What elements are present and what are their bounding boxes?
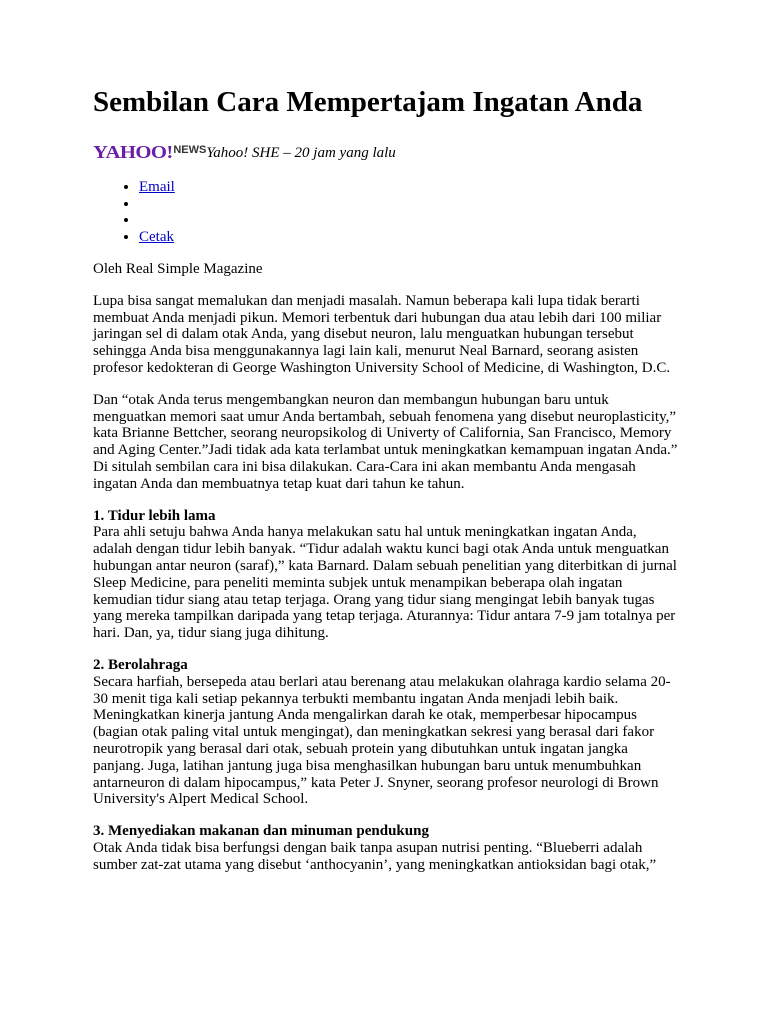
section-heading: 1. Tidur lebih lama — [93, 507, 216, 524]
section-body: Secara harfiah, bersepeda atau berlari atau berenang atau melakukan olahraga kardio selama 20-30 menit tiga kali setiap pekannya terbukti membantu ingatan Anda menjadi lebih baik. Meningkatkan kinerja jantung Anda mengalirkan darah ke otak, memperbesar hipocampus (bagian otak paling vital untuk mengingat), dan meningkatkan sekresi yang berasal dari fakor neurotropik yang berasal dari otak, sebuah protein yang dibutuhkan untuk ingatan jangka panjang. Juga, latihan jantung juga bisa menghasilkan hubungan baru untuk menumbuhkan antarneuron di dalam hipocampus,” kata Peter J. Snyner, seorang profesor neurologi di Brown University's Alpert Medical School. — [93, 673, 671, 808]
section-sleep — [93, 508, 678, 642]
share-list — [93, 179, 678, 245]
yahoo-logo-text: YAHOO! — [93, 142, 173, 162]
share-item-empty-1 — [139, 196, 678, 213]
section-body: Para ahli setuju bahwa Anda hanya melakukan satu hal untuk meningkatkan ingatan Anda, adalah dengan tidur lebih banyak. “Tidur adalah waktu kunci bagi otak Anda untuk menguatkan hubungan antar neuron (saraf),” kata Barnard. Dalam sebuah penelitian yang diterbitkan di jurnal Sleep Medicine, para peneliti meminta subjek untuk menampikan beberapa olah ingatan kemudian tidur siang atau tetap terjaga. Orang yang tidur siang mengingat lebih banyak tugas yang mereka tampilkan daripada yang tetap terjaga. Aturannya: Tidur antara 7-9 jam totalnya per hari. Dan, ya, tidur siang juga dihitung. — [93, 524, 677, 642]
article-title: Sembilan Cara Mempertajam Ingatan Anda — [93, 86, 643, 118]
section-heading: 3. Menyediakan makanan dan minuman pendukung — [93, 823, 429, 840]
section-food — [93, 823, 678, 873]
section-exercise — [93, 657, 678, 808]
article — [93, 86, 678, 889]
news-logo-text: NEWS — [173, 144, 207, 156]
email-link[interactable]: Email — [139, 179, 175, 195]
article-source: Yahoo! SHE – 20 jam yang lalu — [206, 145, 396, 161]
paragraph-intro: Lupa bisa sangat memalukan dan menjadi masalah. Namun beberapa kali lupa tidak berarti membuat Anda menjadi pikun. Memori terbentuk dari hubungan dua atau lebih dari 100 miliar jaringan sel di dalam otak Anda, yang disebut neuron, lalu menguatkan hubungan tersebut sehingga Anda bisa menggunakannya lagi lain kali, menurut Neal Barnard, seorang asisten profesor kedokteran di George Washington University School of Medicine, di Washington, D.C. — [93, 292, 671, 376]
yahoo-news-logo — [93, 143, 206, 163]
article-author: Oleh Real Simple Magazine — [93, 261, 263, 277]
byline — [93, 143, 678, 165]
print-link[interactable]: Cetak — [139, 228, 174, 245]
share-item-print — [139, 229, 678, 246]
paragraph-neuroplasticity: Dan “otak Anda terus mengembangkan neuron dan membangun hubungan baru untuk menguatkan memori saat umur Anda bertambah, sebuah fenomena yang disebut neuroplasticity,” kata Brianne Bettcher, seorang neuropsikolog di Univerty of California, San Francisco, Memory and Aging Center.”Jadi tidak ada kata terlambat untuk meningkatkan kemampuan ingatan Anda.” Di situlah sembilan cara ini bisa dilakukan. Cara-Cara ini akan membantu Anda mengasah ingatan Anda dan membuatnya tetap kuat dari tahun ke tahun. — [93, 391, 678, 492]
share-item-empty-2 — [139, 212, 678, 229]
section-heading: 2. Berolahraga — [93, 656, 188, 673]
share-item-email — [139, 179, 678, 196]
section-body: Otak Anda tidak bisa berfungsi dengan baik tanpa asupan nutrisi penting. “Blueberri adalah sumber zat-zat utama yang disebut ‘anthocyanin’, yang meningkatkan antioksidan bagi otak,” — [93, 839, 657, 873]
